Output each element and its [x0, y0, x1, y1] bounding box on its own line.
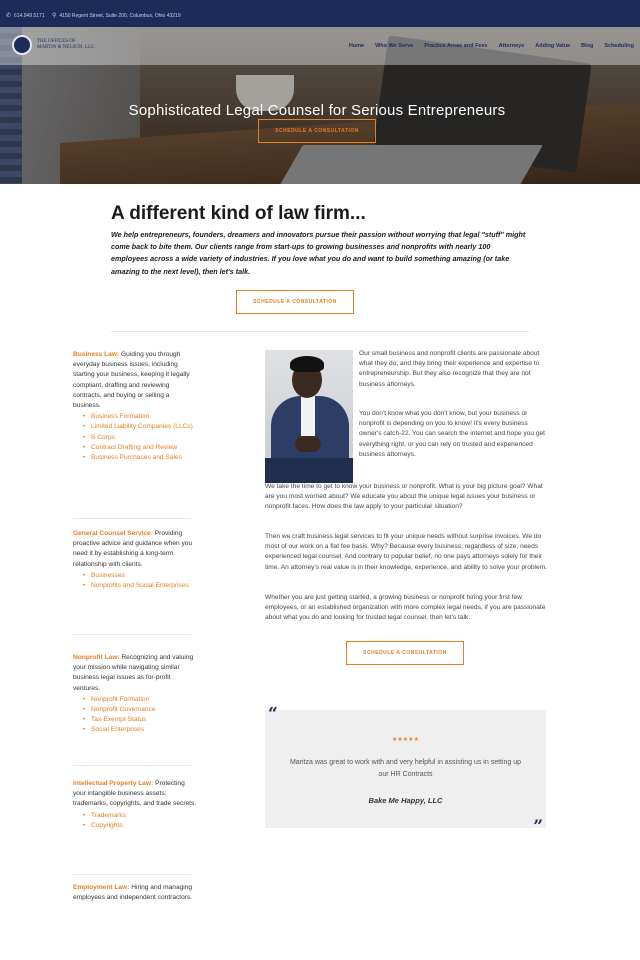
nav-home[interactable]: Home: [348, 43, 365, 49]
practice-general-counsel: [73, 529, 197, 591]
practice-nonprofit-law: [73, 653, 197, 736]
body-paragraph-3: We take the time to get to know your business or nonprofit. What is your big picture goal? What are you most worried about? We educate you about the unique legal issues your business or nonprofit faces. How does the law apply to your particular situation?: [265, 483, 543, 511]
nav-attorneys[interactable]: Attorneys: [498, 43, 525, 49]
practice-link[interactable]: • Businesses: [73, 571, 197, 581]
body-paragraph-1: Our small business and nonprofit clients are passionate about what they do, and they bring their experience and expertise to entrepreneurship. But they also recognize that they are not business attorneys.: [359, 350, 540, 388]
sidebar-divider: [73, 874, 191, 875]
primary-nav: [349, 43, 634, 49]
practice-link[interactable]: • Social Enterprises: [73, 725, 197, 735]
practice-link[interactable]: • Contract Drafting and Review: [73, 443, 197, 453]
section-divider: [111, 331, 529, 332]
logo-seal-icon: [12, 35, 32, 55]
practice-business-law: [73, 350, 197, 463]
practice-label: Intellectual Property Law:: [73, 780, 154, 787]
practice-link[interactable]: • Business Formation: [73, 412, 197, 422]
phone-number: 614.949.5171: [14, 12, 45, 19]
practice-label: Employment Law:: [73, 884, 130, 891]
practice-link[interactable]: • Tax-Exempt Status: [73, 715, 197, 725]
practice-ip-law: [73, 779, 197, 831]
phone-icon: ✆: [6, 13, 12, 19]
practice-link[interactable]: • S Corps: [73, 433, 197, 443]
nav-practice-areas[interactable]: Practice Areas and Fees: [424, 43, 488, 49]
practice-link[interactable]: • Nonprofit Formation: [73, 695, 197, 705]
practice-link[interactable]: • Trademarks: [73, 811, 197, 821]
photo-pants: [265, 458, 353, 483]
close-quote-icon: ”: [533, 817, 543, 837]
body-paragraph-5: Whether you are just getting started, a growing business or nonprofit hiring your first few employees, or an established organization with more complex legal needs, if you are passionate about what you do and looking for trusted legal counsel, then let's talk.: [265, 594, 546, 622]
address-text: 4150 Regent Street, Suite 200, Columbus, Ohio 43219: [59, 12, 181, 19]
practice-label: General Counsel Service:: [73, 530, 153, 537]
photo-hands: [295, 436, 321, 452]
practice-link[interactable]: • Nonprofits and Social Enterprises: [73, 581, 197, 591]
rating-stars: ★★★★★: [392, 737, 419, 743]
practice-label: Business Law:: [73, 351, 120, 358]
practice-employment-law: [73, 883, 197, 903]
open-quote-icon: “: [268, 704, 278, 724]
top-contact-bar: [0, 0, 640, 27]
practice-desc: Protecting your intangible business assets: trademarks, copyrights, and trade secrets.: [73, 780, 197, 808]
practice-label: Nonprofit Law:: [73, 654, 120, 661]
photo-hair: [290, 356, 324, 372]
practice-desc: Providing proactive advice and guidance when you need it by establishing a long-term relationship with clients.: [73, 530, 193, 568]
intro-heading: A different kind of law firm...: [111, 203, 366, 224]
body-paragraph-2: You don't know what you don't know, but your business or nonprofit is depending on you to know! It's every business owner's catch-22. You can search the internet and hope you get everything right, or you can rely on trusted and experienced business attorneys.: [359, 410, 546, 458]
sidebar-divider: [73, 765, 191, 766]
hero-schedule-button[interactable]: SCHEDULE A CONSULTATION: [258, 119, 376, 143]
intro-schedule-button[interactable]: SCHEDULE A CONSULTATION: [236, 290, 354, 314]
main-schedule-button[interactable]: SCHEDULE A CONSULTATION: [346, 641, 464, 665]
attorney-photo: [265, 350, 353, 483]
practice-desc: Guiding you through everyday business issues, including starting your business, keeping it legally compliant, drafting and reviewing contracts, and buying or selling a business.: [73, 351, 190, 410]
nav-scheduling[interactable]: Scheduling: [604, 43, 634, 49]
sidebar-divider: [73, 518, 191, 519]
phone-link[interactable]: [6, 12, 45, 19]
nav-who-we-serve[interactable]: Who We Serve: [375, 43, 414, 49]
practice-desc: Hiring and managing employees and independent contractors.: [73, 884, 193, 902]
practice-link[interactable]: • Copyrights: [73, 821, 197, 831]
address-link[interactable]: [52, 12, 181, 19]
hero-title: Sophisticated Legal Counsel for Serious Entrepreneurs: [128, 102, 506, 119]
nav-blog[interactable]: Blog: [581, 43, 594, 49]
testimonial-card: [265, 704, 546, 837]
map-pin-icon: ⚲: [52, 13, 57, 19]
logo-line1: THE OFFICES OF: [37, 39, 76, 44]
body-paragraph-4: Then we craft business legal services to fit your unique needs without surprise invoices. We do most of our work on a flat fee basis. Why? Because every business, regardless of size, needs experienced legal counsel. And contrary to popular belief, no one pays attorneys solely for their time. An attorney's real value is in their knowledge, experience, and ability to solve your problem.: [265, 533, 548, 571]
practice-desc: Recognizing and valuing your mission while navigating similar business legal issues as for-profit ventures.: [73, 654, 194, 692]
sidebar-divider: [73, 634, 191, 635]
testimonial-author: Bake Me Happy, LLC: [368, 796, 443, 805]
practice-link[interactable]: • Nonprofit Governance: [73, 705, 197, 715]
testimonial-quote: Maritza was great to work with and very helpful in assisting us in setting up our HR Contracts: [289, 759, 522, 778]
practice-link[interactable]: • Business Purchases and Sales: [73, 453, 197, 463]
nav-adding-value[interactable]: Adding Value: [535, 43, 571, 49]
intro-text: We help entrepreneurs, founders, dreamers and innovators pursue their passion without worrying that legal "stuff" might come back to bite them. Our clients range from start-ups to growing businesses and nonprofits with nearly 100 employees across a wide variety of industries. If you love what you do and want to build something amazing (or take amazing to the next level), then let's talk.: [111, 230, 526, 276]
logo-line2: MARTIN & NELSON, LLC: [37, 45, 95, 50]
site-logo[interactable]: [12, 35, 94, 55]
practice-link[interactable]: • Limited Liability Companies (LLCs): [73, 422, 197, 432]
